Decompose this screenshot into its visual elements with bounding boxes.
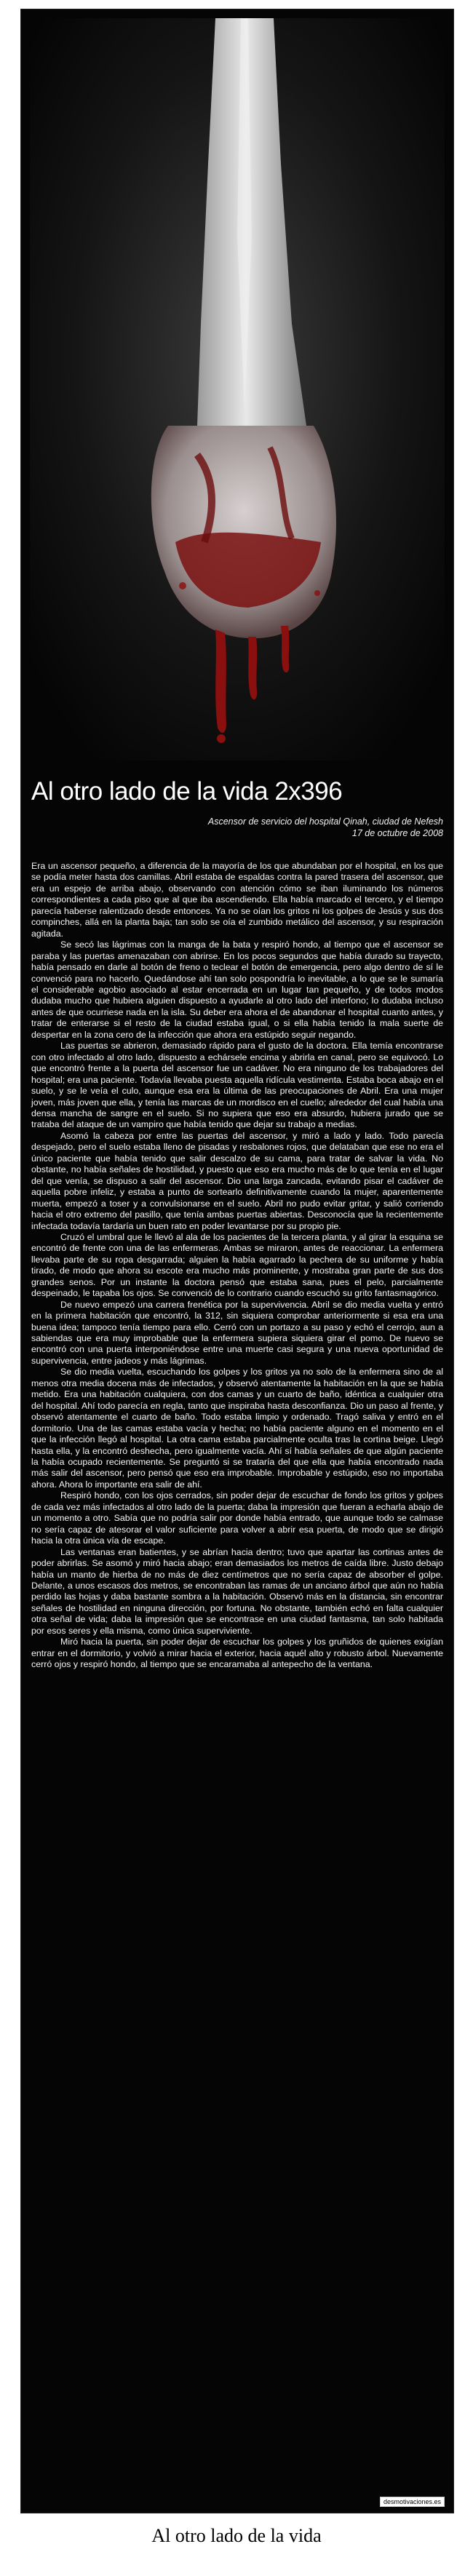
story-paragraph: Era un ascensor pequeño, a diferencia de la mayoría de los que abundaban por el hospital, en los que se podía meter hasta dos camillas. Abril estaba de espaldas contra la pared trasera del ascensor, que era un espejo de arriba abajo, observando con atención cómo se iban iluminando los números correspondientes a cada piso que al que iba ascendiendo. Ella había marcado el tercero, y el tiempo parecía haberse ralentizado desde entonces. Ya no se oían los gritos ni los golpes de Jesús y sus dos compinches, allá en la planta baja; tan solo se oía el zumbido metálico del ascensor, y su respiración agitada. [31,861,443,939]
story-paragraph: De nuevo empezó una carrera frenética por la supervivencia. Abril se dio media vuelta y entró en la primera habitación que encontró, la 312, sin siquiera comprobar anteriormente si esa era una buena idea; tampoco tenía tiempo para ello. Cerró con un portazo a su paso y echó el cerrojo, aun a sabiendas que era muy improbable que la enfermera supiera siquiera girar el pomo. De nuevo se encontró con una puerta interponiéndose entre una muerte casi segura y una nueva oportunidad de supervivencia, entre jadeos y más lágrimas. [31,1299,443,1366]
story-paragraph: Respiró hondo, con los ojos cerrados, sin poder dejar de escuchar de fondo los gritos y golpes de cada vez más infectados al otro lado de la puerta; daba la impresión que fueran a echarla abajo de un momento a otro. Sabía que no podría salir por donde había entrado, que aunque todo se calmase no sería capaz de atesorar el valor suficiente para volver a abrir esa puerta, de modo que se dirigió hacia la otra única vía de escape. [31,1490,443,1546]
story-paragraph: Asomó la cabeza por entre las puertas del ascensor, y miró a lado y lado. Todo parecía despejado, pero el suelo estaba lleno de pisadas y resbalones rojos, que delataban que ese no era el único paciente que había tenido que salir descalzo de su cama, para tratar de salvar la vida. No obstante, no había señales de hostilidad, y puesto que eso era mucho más de lo que tenía en el lugar del que venía, se dispuso a salir del ascensor. Dio una larga zancada, evitando pisar el cadáver de aquella pobre infeliz, y estaba a punto de sortearlo definitivamente cuando la mujer, aparentemente muerta, empezó a toser y a convulsionarse en el suelo. Abril no pudo evitar gritar, y salió corriendo hacia el otro extremo del pasillo, que tenía ambas puertas abiertas. Desconocía que la recientemente infectada todavía tardaría un buen rato en poder levantarse por su propio pie. [31,1130,443,1231]
bloody-fist-illustration [30,18,445,760]
story-paragraph: Se secó las lágrimas con la manga de la bata y respiró hondo, al tiempo que el ascensor se paraba y las puertas amenazaban con abrirse. En los pocos segundos que había durado su trayecto, había pensado en darle al botón de freno o teclear el botón de emergencia, pero algo dentro de sí le convenció para no hacerlo. Quedándose ahí tan solo pospondría lo inevitable, a lo que se le sumaría el considerable agobio asociado al estar encerrada en un lugar tan pequeño, y de todos modos dudaba mucho que hubiera alguien dispuesto a ayudarle al otro lado del interfono; lo dudaba incluso antes de que ocurriese nada en la isla. Su deber era ahora el de abandonar el hospital cuanto antes, y tratar de enterarse si el resto de la ciudad estaba igual, o si ella había tenido la mala suerte de despertar en la zona cero de la infección que ahora era estúpido seguir negando. [31,939,443,1040]
story-text [31,861,443,1671]
subtitle-date: 17 de octubre de 2008 [351,828,443,838]
poster-subtitle [50,816,443,839]
story-paragraph: Se dio media vuelta, escuchando los golpes y los gritos ya no solo de la enfermera sino de al menos otra media docena más de infectados, y observó atentamente la habitación en la que se había metido. Era una habitación cualquiera, con dos camas y un cuarto de baño, idéntica a cualquier otra del hospital. Ahí todo parecía en regla, tanto que inspiraba hasta desconfianza. Dio un paso al frente, y observó atentamente el cuarto de baño. Todo estaba limpio y ordenado. Tragó saliva y entró en el dormitorio. Una de las camas estaba vacía y hecha; no había paciente alguno en el momento en el que la infección llegó al hospital. La otra cama estaba parcialmente oculta tras la cortina beige. Llegó hasta ella, y la encontró deshecha, pero igualmente vacía. Ahí sí había señales de que algún paciente la había ocupado recientemente. Se preguntó si se trataría del que ella que había encontrado nada más salir del ascensor, pero pensó que eso era improbable. Improbable y estúpido, eso no importaba ahora. Ahora lo importante era salir de ahí. [31,1367,443,1490]
poster-title: Al otro lado de la vida 2x396 [31,777,343,806]
story-paragraph: Miró hacia la puerta, sin poder dejar de escuchar los golpes y los gruñidos de quienes exigían entrar en el dormitorio, y volvió a mirar hacia el exterior, hacia aquél alto y robusto árbol. Nuevamente cerró ojos y respiró hondo, al tiempo que se encaramaba al antepecho de la ventana. [31,1637,443,1670]
story-paragraph: Las ventanas eran batientes, y se abrían hacia dentro; tuvo que apartar las cortinas antes de poder abrirlas. Se asomó y miró hacia abajo; eran demasiados los metros de caída libre. Justo debajo había un manto de hierba de no más de diez centímetros que no sería capaz de absorber el golpe. Delante, a unos escasos dos metros, se encontraban las ramas de un anciano árbol que aún no había perdido las hojas y daba bastante sombra a la habitación. Observó más en la distancia, sin encontrar señales de hostilidad en ninguna dirección, por fortuna. No obstante, también echó en falta cualquier otra señal de vida; daba la impresión que se encontrase en una ciudad fantasma, tan solo habitada por esos seres y ella misma, como única superviviente. [31,1546,443,1636]
story-paragraph: Cruzó el umbral que le llevó al ala de los pacientes de la tercera planta, y al girar la esquina se encontró de frente con una de las enfermeras. Ambas se miraron, antes de reaccionar. La enfermera llevaba parte de su ropa desgarrada; alguien la había agarrado la pechera de su uniforme y había tirado, de modo que ahora su escote era mucho más prominente, y mostraba gran parte de sus dos grandes senos. Por un instante la doctora pensó que estaba sana, pues el pelo, parcialmente despeinado, le tapaba los ojos. Se convenció de lo contrario cuando escuchó su grito fantasmagórico. [31,1231,443,1299]
story-paragraph: Las puertas se abrieron, demasiado rápido para el gusto de la doctora. Ella temía encontrarse con otro infectado al otro lado, dispuesto a echársele encima y abrirla en canal, pero se equivocó. Lo que encontró frente a la puerta del ascensor fue un cadáver. No era ninguno de los trabajadores del hospital; era una paciente. Todavía llevaba puesta aquella ridícula vestimenta. Estaba boca abajo en el suelo, y se le veía el culo, aunque esa era la última de las preocupaciones de Abril. Era una mujer joven, más joven que ella, y tenía las marcas de un mordisco en el cuello; alrededor del cual había una densa mancha de sangre en el suelo. Si no supiera que eso era absurdo, hubiera jurado que se trataba del ataque de un vampiro que había tenido que dejar su trabajo a medias. [31,1041,443,1130]
fist-drawing [30,18,445,760]
poster-caption: Al otro lado de la vida [151,2525,322,2546]
site-watermark: desmotivaciones.es [380,2497,445,2507]
motivational-poster [20,9,454,2513]
subtitle-location: Ascensor de servicio del hospital Qinah, ciudad de Nefesh [207,816,443,827]
